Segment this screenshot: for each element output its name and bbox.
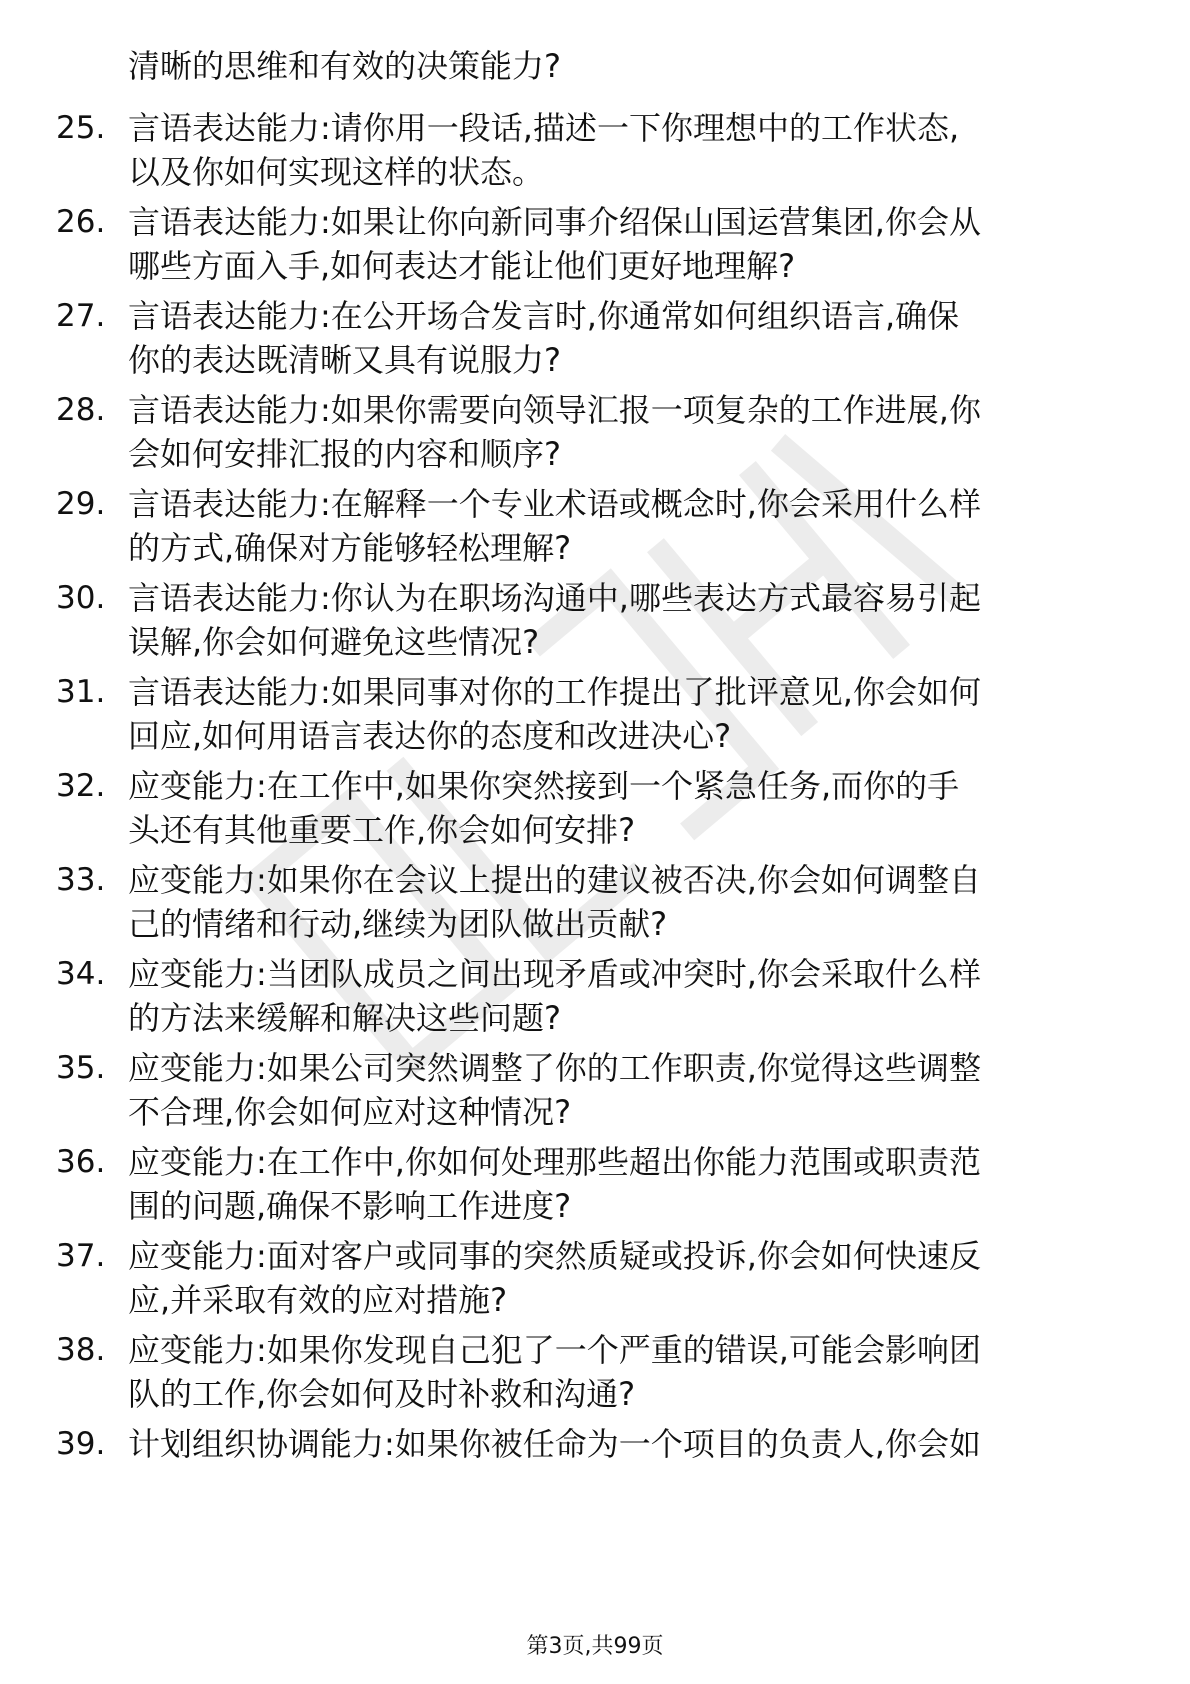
item-line: 言语表达能力:如果同事对你的工作提出了批评意见,你会如何: [128, 673, 981, 711]
list-item: [0, 200, 1190, 288]
item-text: [128, 294, 1118, 382]
item-text: [128, 1140, 1118, 1228]
item-line: 计划组织协调能力:如果你被任命为一个项目的负责人,你会如: [128, 1425, 981, 1463]
list-item: [0, 764, 1190, 852]
list-item: [0, 482, 1190, 570]
item-line: 应变能力:如果你在会议上提出的建议被否决,你会如何调整自: [128, 861, 981, 899]
item-number: 27.: [56, 298, 106, 334]
list-item: [0, 1046, 1190, 1134]
list-item: [0, 1422, 1190, 1466]
item-number: 35.: [56, 1050, 106, 1086]
list-item: [0, 106, 1190, 194]
item-line: 的方法来缓解和解决这些问题?: [128, 999, 561, 1037]
item-number: 32.: [56, 768, 106, 804]
continuation-line: 清晰的思维和有效的决策能力?: [128, 47, 561, 85]
item-number: 38.: [56, 1332, 106, 1368]
item-line: 应变能力:面对客户或同事的突然质疑或投诉,你会如何快速反: [128, 1237, 981, 1275]
item-line: 你的表达既清晰又具有说服力?: [128, 341, 561, 379]
item-number: 37.: [56, 1238, 106, 1274]
item-line: 以及你如何实现这样的状态。: [128, 153, 545, 191]
item-number: 36.: [56, 1144, 106, 1180]
item-line: 言语表达能力:你认为在职场沟通中,哪些表达方式最容易引起: [128, 579, 981, 617]
item-line: 的方式,确保对方能够轻松理解?: [128, 529, 572, 567]
item-line: 应变能力:在工作中,你如何处理那些超出你能力范围或职责范: [128, 1143, 981, 1181]
item-number: 25.: [56, 110, 106, 146]
item-text: [128, 670, 1118, 758]
item-line: 不合理,你会如何应对这种情况?: [128, 1093, 572, 1131]
list-item: [0, 294, 1190, 382]
list-item: [0, 670, 1190, 758]
item-text: [128, 1328, 1118, 1416]
item-line: 言语表达能力:请你用一段话,描述一下你理想中的工作状态,: [128, 109, 960, 147]
item-line: 头还有其他重要工作,你会如何安排?: [128, 811, 636, 849]
list-item: [0, 1140, 1190, 1228]
item-line: 应变能力:如果你发现自己犯了一个严重的错误,可能会影响团: [128, 1331, 981, 1369]
item-line: 应变能力:在工作中,如果你突然接到一个紧急任务,而你的手: [128, 767, 960, 805]
item-number: 34.: [56, 956, 106, 992]
item-number: 39.: [56, 1426, 106, 1462]
list-item: [0, 1234, 1190, 1322]
item-line: 回应,如何用语言表达你的态度和改进决心?: [128, 717, 732, 755]
item-line: 应变能力:当团队成员之间出现矛盾或冲突时,你会采取什么样: [128, 955, 981, 993]
item-text: [128, 1234, 1118, 1322]
item-line: 言语表达能力:如果让你向新同事介绍保山国运营集团,你会从: [128, 203, 981, 241]
item-number: 28.: [56, 392, 106, 428]
item-line: 言语表达能力:如果你需要向领导汇报一项复杂的工作进展,你: [128, 391, 981, 429]
item-line: 己的情绪和行动,继续为团队做出贡献?: [128, 905, 668, 943]
item-text: [128, 1422, 1118, 1466]
item-line: 误解,你会如何避免这些情况?: [128, 623, 540, 661]
item-number: 31.: [56, 674, 106, 710]
item-line: 队的工作,你会如何及时补救和沟通?: [128, 1375, 636, 1413]
item-line: 会如何安排汇报的内容和顺序?: [128, 435, 561, 473]
item-number: 30.: [56, 580, 106, 616]
list-item: [0, 952, 1190, 1040]
item-text: [128, 576, 1118, 664]
item-line: 围的问题,确保不影响工作进度?: [128, 1187, 572, 1225]
item-line: 言语表达能力:在公开场合发言时,你通常如何组织语言,确保: [128, 297, 960, 335]
item-line: 应,并采取有效的应对措施?: [128, 1281, 508, 1319]
item-number: 29.: [56, 486, 106, 522]
list-item: [0, 576, 1190, 664]
item-text: [128, 952, 1118, 1040]
item-text: [128, 482, 1118, 570]
item-text: [128, 858, 1118, 946]
list-item: [0, 1328, 1190, 1416]
page-footer: 第3页,共99页: [526, 1634, 664, 1659]
list-item: [0, 388, 1190, 476]
item-number: 33.: [56, 862, 106, 898]
item-line: 应变能力:如果公司突然调整了你的工作职责,你觉得这些调整: [128, 1049, 981, 1087]
item-text: [128, 200, 1118, 288]
item-line: 哪些方面入手,如何表达才能让他们更好地理解?: [128, 247, 796, 285]
item-text: [128, 388, 1118, 476]
list-item: [0, 858, 1190, 946]
item-text: [128, 764, 1118, 852]
item-line: 言语表达能力:在解释一个专业术语或概念时,你会采用什么样: [128, 485, 981, 523]
item-text: [128, 106, 1118, 194]
item-text: [128, 1046, 1118, 1134]
item-number: 26.: [56, 204, 106, 240]
